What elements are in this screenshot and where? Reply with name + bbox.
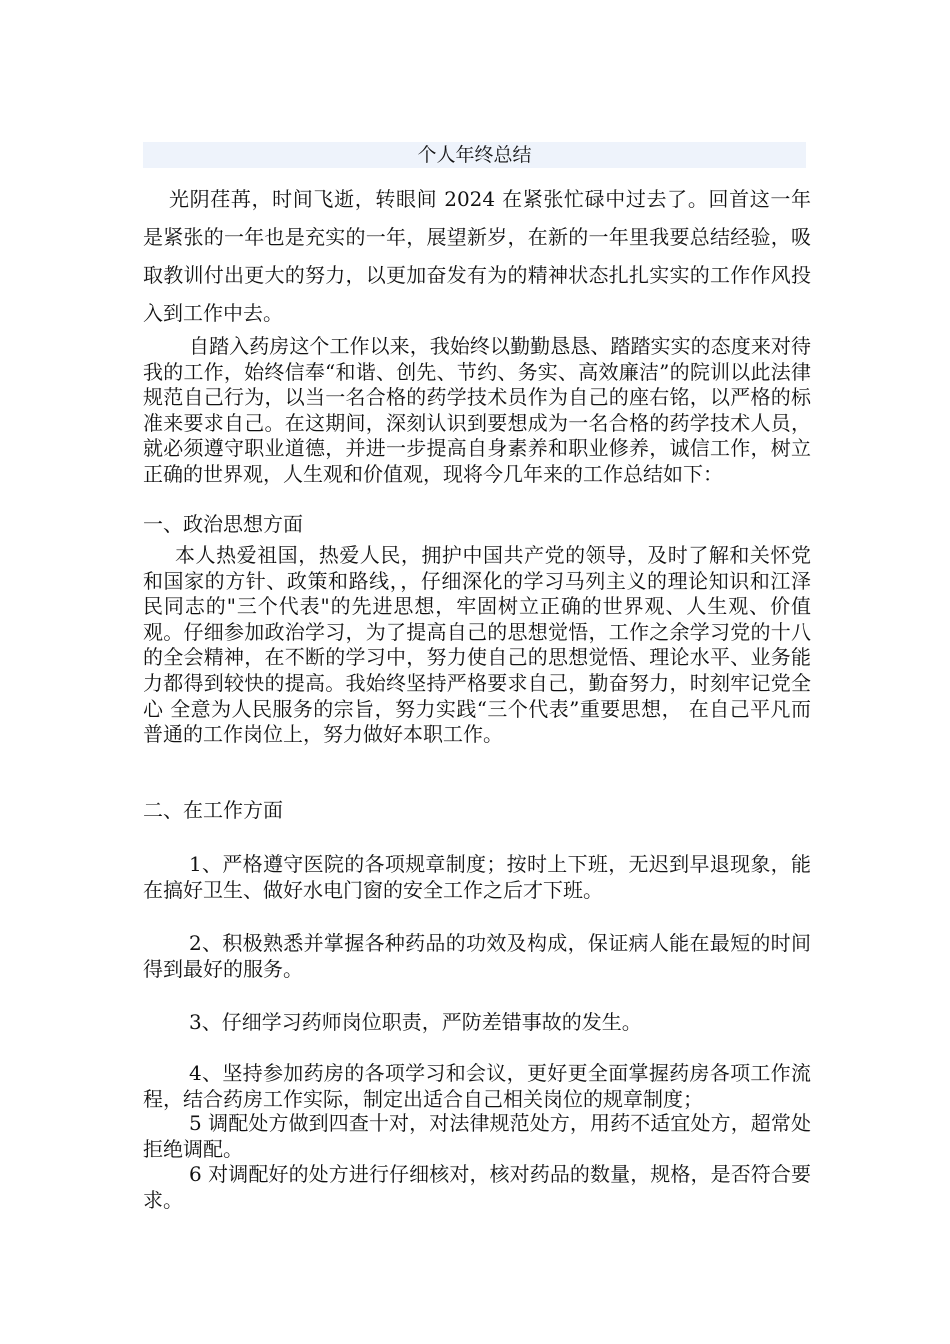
work-item-3: 3、仔细学习药师岗位职责，严防差错事故的发生。 [189,1010,642,1034]
intro-paragraph: 光阴荏苒，时间飞逝，转眼间 2024 在紧张忙碌中过去了。回首这一年是紧张的一年也是充实的一年，展望新岁，在新的一年里我要总结经验，吸取教训付出更大的努力，以更加奋发有为的精神状态扎扎实实的工作作风投入到工作中去。 [143,187,811,325]
work-item-5: 5 调配处方做到四查十对，对法律规范处方，用药不适宜处方，超常处拒绝调配。 [143,1111,811,1161]
section-political-heading: 一、政治思想方面 [143,512,303,536]
work-item-6: 6 对调配好的处方进行仔细核对，核对药品的数量，规格，是否符合要求。 [143,1162,811,1212]
work-item-1: 1、严格遵守医院的各项规章制度；按时上下班，无迟到早退现象，能在搞好卫生、做好水电门窗的安全工作之后才下班。 [143,852,811,902]
work-item-2: 2、积极熟悉并掌握各种药品的功效及构成，保证病人能在最短的时间得到最好的服务。 [143,931,811,981]
document-title: 个人年终总结 [143,142,806,168]
section-political-body: 本人热爱祖国，热爱人民，拥护中国共产党的领导，及时了解和关怀党和国家的方针、政策和路线，，仔细深化的学习马列主义的理论知识和江泽民同志的"三个代表"的先进思想，牢固树立正确的世界观、人生观、价值观。仔细参加政治学习，为了提高自己的思想觉悟，工作之余学习党的十八的全会精神，在不断的学习中，努力使自己的思想觉悟、理论水平、业务能力都得到较快的提高。我始终坚持严格要求自己，勤奋努力，时刻牢记党全心 全意为人民服务的宗旨，努力实践“三个代表”重要思想， 在自己平凡而普通的工作岗位上，努力做好本职工作。 [143,543,811,747]
work-attitude-paragraph: 自踏入药房这个工作以来，我始终以勤勤恳恳、踏踏实实的态度来对待我的工作，始终信奉“和谐、创先、节约、务实、高效廉洁”的院训以此法律规范自己行为，以当一名合格的药学技术员作为自己的座右铭，以严格的标准来要求自己。在这期间，深刻认识到要想成为一名合格的药学技术人员，就必须遵守职业道德，并进一步提高自身素养和职业修养，诚信工作，树立正确的世界观，人生观和价值观，现将今几年来的工作总结如下： [143,334,811,486]
work-item-4: 4、坚持参加药房的各项学习和会议，更好更全面掌握药房各项工作流程，结合药房工作实际，制定出适合自己相关岗位的规章制度； [143,1061,811,1111]
section-work-heading: 二、在工作方面 [143,798,283,822]
